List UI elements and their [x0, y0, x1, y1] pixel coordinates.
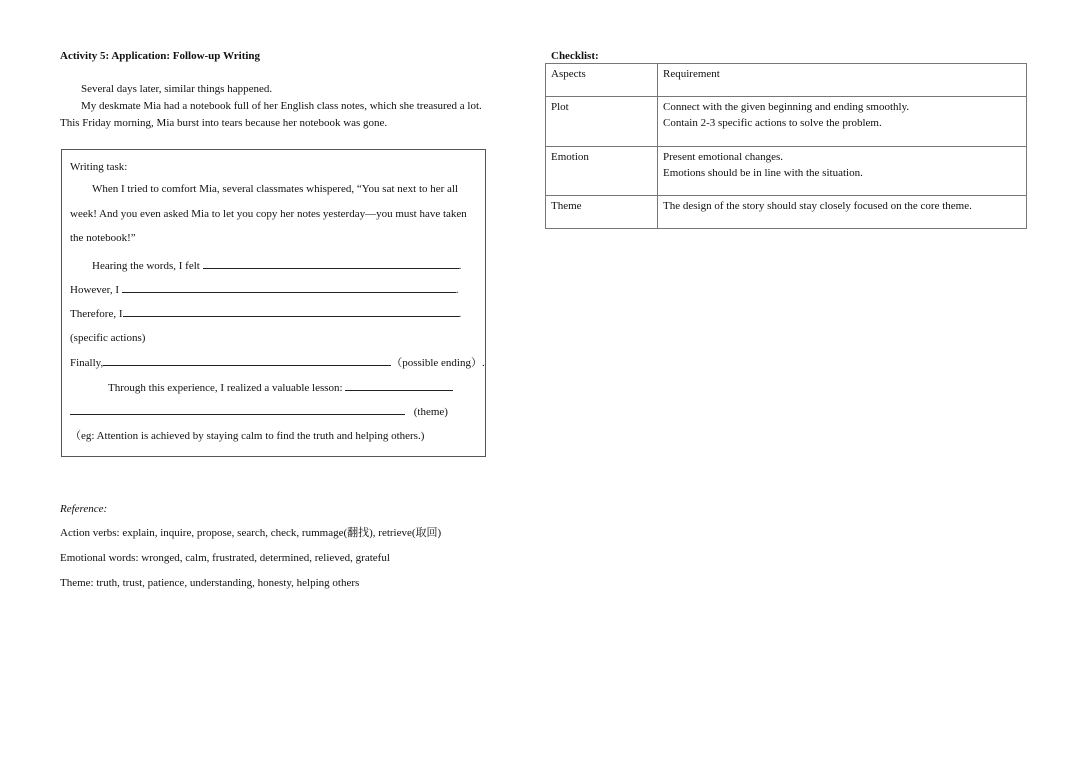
theme-line: [70, 404, 448, 419]
requirement-line: Contain 2-3 specific actions to solve the problem.: [663, 117, 882, 129]
specific-actions-note: (specific actions): [70, 332, 146, 344]
lesson-blank-1[interactable]: [345, 380, 453, 391]
felt-line: [92, 258, 461, 273]
reference-title: Reference:: [60, 503, 108, 515]
header-requirement: Requirement: [658, 64, 1027, 97]
requirement-line: Emotions should be in line with the situation.: [663, 167, 863, 179]
therefore-line: [70, 306, 461, 321]
therefore-prefix: Therefore, I: [70, 308, 123, 320]
however-period: .: [455, 284, 459, 296]
story-context: [60, 81, 490, 132]
however-prefix: However, I: [70, 284, 120, 296]
checklist-row-plot: [546, 97, 1027, 147]
writing-task-label: Writing task:: [70, 161, 128, 173]
requirement-line: Present emotional changes.: [663, 151, 784, 163]
finally-blank[interactable]: [103, 355, 391, 366]
checklist-row-theme: [546, 196, 1027, 229]
lesson-prefix: Through this experience, I realized a valuable lesson:: [108, 382, 343, 394]
requirement-cell: [658, 97, 1027, 147]
story-paragraph-2: My deskmate Mia had a notebook full of her English class notes, which she treasured a lot. This Friday morning, Mia burst into tears because her notebook was gone.: [60, 100, 482, 129]
felt-prefix: Hearing the words, I felt: [92, 260, 200, 272]
aspect-cell: Emotion: [546, 147, 658, 196]
aspect-cell: Plot: [546, 97, 658, 147]
lesson-line: [108, 380, 453, 395]
writing-prompt-line-3: the notebook!”: [70, 232, 136, 244]
reference-theme-words: Theme: truth, trust, patience, understanding, honesty, helping others: [60, 577, 360, 589]
checklist-table: [545, 63, 1027, 229]
aspect-cell: Theme: [546, 196, 658, 229]
felt-period: .: [458, 260, 462, 272]
checklist-row-emotion: [546, 147, 1027, 196]
finally-prefix: Finally,: [70, 357, 104, 369]
possible-ending-label: （possible ending）.: [391, 357, 485, 369]
requirement-cell: [658, 147, 1027, 196]
activity-title: Activity 5: Application: Follow-up Writing: [60, 50, 261, 62]
writing-prompt-line-1: When I tried to comfort Mia, several classmates whispered, “You sat next to her all: [92, 183, 459, 195]
lesson-blank-2[interactable]: [70, 404, 405, 415]
requirement-cell: [658, 196, 1027, 229]
theme-label: (theme): [413, 406, 448, 418]
example-note: （eg: Attention is achieved by staying calm to find the truth and helping others.): [70, 430, 425, 442]
felt-blank[interactable]: [203, 258, 459, 269]
requirement-line: Connect with the given beginning and ending smoothly.: [663, 101, 910, 113]
story-paragraph-1: Several days later, similar things happened.: [81, 83, 273, 95]
finally-line: [70, 355, 485, 370]
therefore-period: .: [458, 308, 462, 320]
however-line: [70, 282, 459, 297]
writing-prompt-line-2: week! And you even asked Mia to let you copy her notes yesterday—you must have taken: [70, 208, 467, 220]
checklist-title: Checklist:: [551, 50, 599, 62]
reference-emotional-words: Emotional words: wronged, calm, frustrated, determined, relieved, grateful: [60, 552, 390, 564]
reference-action-verbs: Action verbs: explain, inquire, propose, search, check, rummage(翻找), retrieve(取回): [60, 527, 442, 539]
writing-task-box: [61, 149, 486, 457]
therefore-blank[interactable]: [123, 306, 459, 317]
requirement-line: The design of the story should stay closely focused on the core theme.: [663, 200, 972, 212]
header-aspects: Aspects: [546, 64, 658, 97]
however-blank[interactable]: [122, 282, 456, 293]
checklist-header-row: [546, 64, 1027, 97]
